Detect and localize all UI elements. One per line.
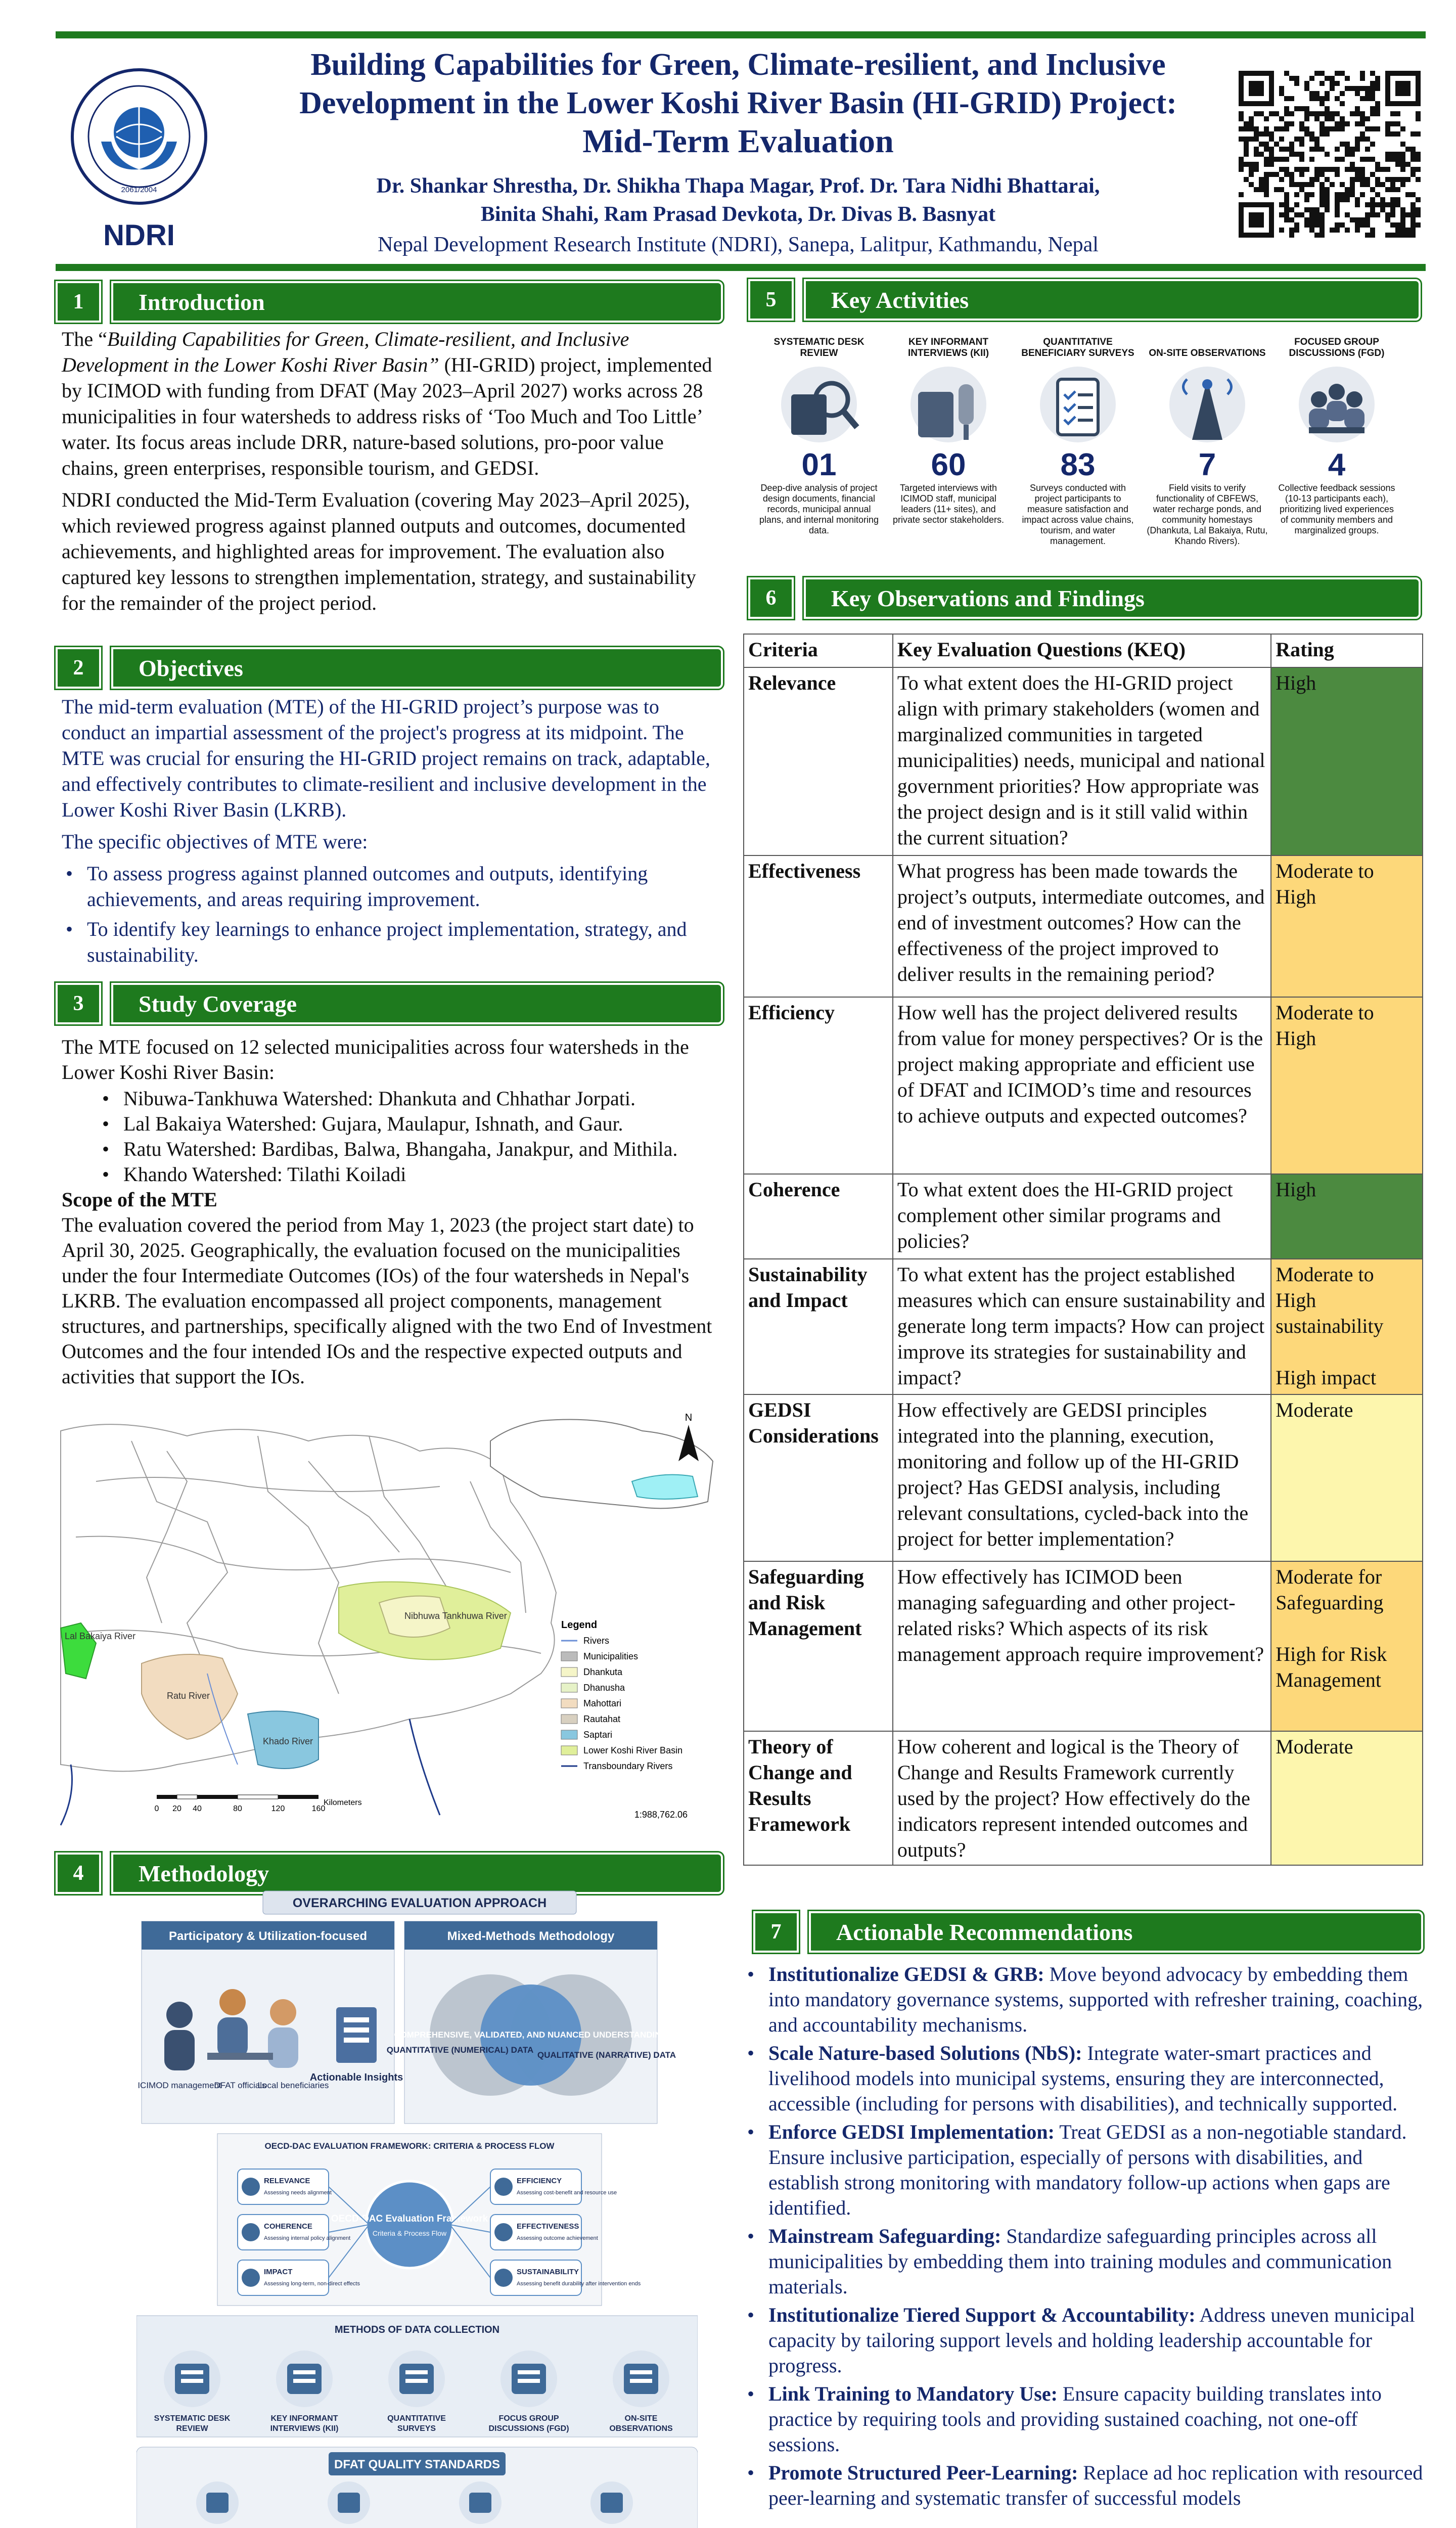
- introduction-paragraph-1: The “Building Capabilities for Green, Climate-resilient, and Inclusive Development in the Lower Koshi River Basin” (HI-GRID) project, implemented by ICIMOD with funding from DFAT (May 2023–April 2027) works across 28 municipalities in four watersheds to address risks of ‘Too Much and Too Little’ water. Its focus areas include DRR, nature-based solutions, pro-poor value chains, green enterprises, responsible tourism, and GEDSI.: [62, 328, 712, 479]
- activity-title: ON-SITE OBSERVATIONS: [1149, 348, 1266, 358]
- svg-text:Rivers: Rivers: [583, 1636, 610, 1646]
- svg-text:Transboundary Rivers: Transboundary Rivers: [583, 1761, 673, 1771]
- authors-line-1: Dr. Shankar Shrestha, Dr. Shikha Thapa Magar, Prof. Dr. Tara Nidhi Bhattarai,: [376, 174, 1100, 198]
- recommendation-text: Integrate water-smart practices and livelihood models into municipal systems, ensuring they are interconnected, accessible (including for persons with disabilities), and technically supported.: [768, 2042, 1398, 2115]
- map-label-lal-bakaiya: Lal Bakaiya River: [65, 1631, 136, 1641]
- svg-text:ICIMOD management: ICIMOD management: [138, 2081, 221, 2090]
- activity-count: 60: [931, 447, 966, 482]
- methodology-graphic: [136, 1886, 698, 2528]
- desk-review-icon: [771, 364, 867, 445]
- keq-cell: How well has the project delivered results from value for money perspectives? Or is the project making appropriate and efficient use of DFAT and ICIMOD’s time and resources to achieve outputs and expected outcomes?: [893, 997, 1271, 1174]
- activity-item: [1147, 324, 1268, 547]
- scale-tick: 120: [271, 1804, 285, 1813]
- recommendation-lead: Enforce GEDSI Implementation:: [768, 2120, 1055, 2143]
- activity-description: Collective feedback sessions (10-13 participants each), prioritizing lived experiences of community members and marginalized groups.: [1278, 483, 1395, 535]
- criteria-cell: Sustainability and Impact: [744, 1259, 893, 1394]
- legend-entry: [561, 1730, 612, 1740]
- ndri-logo: [66, 66, 212, 258]
- svg-text:2061/2004: 2061/2004: [121, 186, 157, 194]
- table-row: [744, 1731, 1423, 1865]
- section-title: Methodology: [111, 1853, 723, 1894]
- map-label-ratu: Ratu River: [167, 1691, 210, 1701]
- svg-text:Rautahat: Rautahat: [583, 1714, 621, 1724]
- legend-entry: [561, 1761, 672, 1771]
- actionable-insights-icon: [336, 2007, 377, 2063]
- section-number: 1: [56, 281, 101, 323]
- recommendation-lead: Mainstream Safeguarding:: [768, 2225, 1002, 2247]
- criteria-cell: Safeguarding and Risk Management: [744, 1561, 893, 1731]
- title-line-2: Development in the Lower Koshi River Basin (HI-GRID) Project:: [299, 86, 1177, 120]
- rating-value: High: [1276, 1178, 1316, 1201]
- legend-entry: [561, 1667, 623, 1677]
- svg-text:Actionable Insights: Actionable Insights: [309, 2072, 403, 2083]
- rating-value: High: [1276, 671, 1316, 694]
- recommendation-text: Standardize safeguarding principles across all municipalities by embedding them into training modules and communication materials.: [768, 2225, 1392, 2298]
- table-row: [744, 1394, 1423, 1561]
- list-item: [743, 2224, 1423, 2299]
- svg-text:Assessing needs alignment: Assessing needs alignment: [264, 2190, 332, 2196]
- rating-value: Moderate for Safeguarding: [1276, 1565, 1384, 1614]
- section-number: 4: [56, 1853, 101, 1894]
- recommendation-text: Ensure capacity building translates into practice by requiring tools and providing sustained coaching, not one-off sessions.: [768, 2382, 1382, 2456]
- section-introduction-header: [56, 281, 723, 323]
- recommendation-lead: Institutionalize GEDSI & GRB:: [768, 1963, 1044, 1985]
- criteria-cell: GEDSI Considerations: [744, 1394, 893, 1561]
- recommendation-text: Address uneven municipal capacity by tailoring support levels and holding leadership accountable for progress.: [768, 2304, 1415, 2377]
- section-number: 7: [753, 1911, 799, 1953]
- svg-text:SURVEYS: SURVEYS: [397, 2424, 436, 2433]
- scale-unit: Kilometers: [324, 1798, 362, 1807]
- svg-text:QUANTITATIVE (NUMERICAL) DATA: QUANTITATIVE (NUMERICAL) DATA: [386, 2045, 534, 2055]
- list-item: [743, 2041, 1423, 2116]
- methods-title: METHODS OF DATA COLLECTION: [334, 2324, 500, 2335]
- svg-text:Assessing internal policy alig: Assessing internal policy alignment: [264, 2235, 351, 2241]
- list-item: [743, 2460, 1423, 2511]
- recommendation-lead: Scale Nature-based Solutions (NbS):: [768, 2042, 1082, 2064]
- section-number: 2: [56, 647, 101, 689]
- column-header-rating: Rating: [1271, 634, 1423, 667]
- map-scale-bar: [155, 1795, 362, 1813]
- section-number: 5: [748, 279, 794, 321]
- svg-text:SUSTAINABILITY: SUSTAINABILITY: [517, 2268, 579, 2276]
- rating-cell: [1271, 855, 1423, 997]
- svg-text:Lower Koshi River Basin: Lower Koshi River Basin: [583, 1745, 683, 1755]
- watershed-list: [62, 1086, 724, 1187]
- rating-cell: [1271, 997, 1423, 1174]
- study-area-map: [56, 1411, 723, 1845]
- participatory-panel-title: Participatory & Utilization-focused: [168, 1929, 368, 1943]
- map-label-nibhuwa: Nibhuwa Tankhuwa River: [404, 1611, 507, 1621]
- keq-cell: To what extent does the HI-GRID project complement other similar programs and policies?: [893, 1174, 1271, 1259]
- svg-text:Assessing long-term, non-direc: Assessing long-term, non-direct effects: [264, 2281, 360, 2287]
- rating-cell: [1271, 667, 1423, 855]
- list-item: • To assess progress against planned outcomes and outputs, identifying achievements, and areas requiring improvement.: [62, 861, 724, 912]
- rating-cell: [1271, 1561, 1423, 1731]
- criteria-cell: Coherence: [744, 1174, 893, 1259]
- list-item: • Ratu Watershed: Bardibas, Balwa, Bhangaha, Janakpur, and Mithila.: [98, 1137, 724, 1162]
- legend-entry: [561, 1714, 620, 1724]
- list-item: [743, 1962, 1423, 2038]
- section-title: Key Observations and Findings: [804, 577, 1421, 619]
- findings-table: [743, 634, 1423, 1866]
- svg-text:Legend: Legend: [561, 1619, 598, 1631]
- keq-cell: To what extent has the project established measures which can ensure sustainability and generate long term impacts? How can project improve its strategies for sustainability and impact?: [893, 1259, 1271, 1394]
- keq-cell: How effectively are GEDSI principles integrated into the planning, execution, monitoring and follow up of the HI-GRID project? Has GEDSI analysis, including relevant consultations, cycled-back into the project for better implementation?: [893, 1394, 1271, 1561]
- criteria-cell: Theory of Change and Results Framework: [744, 1731, 893, 1865]
- svg-text:IMPACT: IMPACT: [264, 2268, 293, 2276]
- svg-text:Dhankuta: Dhankuta: [583, 1667, 623, 1677]
- keq-cell: How coherent and logical is the Theory of Change and Results Framework currently used by the project? How effectively do the indicators represent intended outcomes and outputs?: [893, 1731, 1271, 1865]
- svg-text:Municipalities: Municipalities: [583, 1651, 639, 1661]
- map-legend: [561, 1619, 682, 1771]
- qr-code: [1239, 71, 1421, 238]
- svg-text:COHERENCE: COHERENCE: [264, 2222, 312, 2231]
- section-title: Objectives: [111, 647, 723, 689]
- dfat-standards-title: DFAT QUALITY STANDARDS: [334, 2458, 500, 2471]
- rating-value: Moderate: [1276, 1735, 1353, 1758]
- activity-count: 4: [1328, 447, 1346, 482]
- title-line-3: Mid-Term Evaluation: [582, 123, 894, 160]
- list-item: [743, 2119, 1423, 2221]
- scope-text: The evaluation covered the period from May 1, 2023 (the project start date) to April 30, 2025. Geographically, the evaluation focused on the municipalities under the four Intermediate Outcomes (IOs) of the four watersheds in Nepal's LKRB. The evaluation encompassed all project components, management structures, and partnerships, specifically aligned with the two End of Investment Outcomes and the four intended IOs and the respective expected outputs and activities that support the IOs.: [62, 1213, 712, 1388]
- list-item: [743, 2303, 1423, 2378]
- scale-tick: 80: [233, 1804, 242, 1813]
- recommendation-lead: Promote Structured Peer-Learning:: [768, 2461, 1078, 2484]
- objectives-paragraph-2: The specific objectives of MTE were:: [62, 830, 368, 853]
- svg-text:RELEVANCE: RELEVANCE: [264, 2177, 310, 2185]
- svg-text:Assessing benefit durability a: Assessing benefit durability after intervention ends: [517, 2281, 641, 2287]
- coverage-text: [62, 1034, 724, 1395]
- methodology-banner: OVERARCHING EVALUATION APPROACH: [292, 1896, 547, 1910]
- rating-value: Moderate to High: [1276, 1001, 1374, 1050]
- column-header-keq: Key Evaluation Questions (KEQ): [893, 634, 1271, 667]
- rating-cell: [1271, 1259, 1423, 1394]
- svg-text:KEY INFORMANT: KEY INFORMANT: [270, 2414, 338, 2423]
- svg-text:FOCUS GROUP: FOCUS GROUP: [498, 2414, 559, 2423]
- svg-text:ON-SITE: ON-SITE: [624, 2414, 658, 2423]
- svg-text:Local beneficiaries: Local beneficiaries: [257, 2081, 329, 2090]
- section-title: Introduction: [111, 281, 723, 323]
- table-row: [744, 997, 1423, 1174]
- svg-text:COMPREHENSIVE, VALIDATED, AND: COMPREHENSIVE, VALIDATED, AND NUANCED UNDERSTANDING: [394, 2030, 668, 2040]
- svg-text:Assessing cost-benefit and res: Assessing cost-benefit and resource use: [517, 2190, 617, 2196]
- activity-title: QUANTITATIVE BENEFICIARY SURVEYS: [1021, 337, 1134, 358]
- introduction-paragraph-2: NDRI conducted the Mid-Term Evaluation (covering May 2023–April 2025), which reviewed progress against planned outputs and outcomes, documented achievements, and highlighted areas for improvement. The evaluation also captured key lessons to strengthen implementation, strategy, and sustainability for the remainder of the project period.: [62, 488, 696, 614]
- section-coverage-header: [56, 983, 723, 1024]
- rating-value-secondary: High for Risk Management: [1276, 1643, 1387, 1691]
- svg-text:OBSERVATIONS: OBSERVATIONS: [609, 2424, 673, 2433]
- activity-description: Field visits to verify functionality of CBFEWS, water recharge ponds, and community homestays (Dhankuta, Lal Bakaiya, Rutu, Khando Rivers).: [1147, 483, 1268, 546]
- scale-tick: 40: [193, 1804, 202, 1813]
- table-row: [744, 1174, 1423, 1259]
- list-item: [743, 2381, 1423, 2457]
- criteria-cell: Efficiency: [744, 997, 893, 1174]
- scope-title: Scope of the MTE: [62, 1188, 217, 1211]
- map-label-khado: Khado River: [263, 1736, 313, 1746]
- rating-value: Moderate to High: [1276, 860, 1374, 908]
- recommendation-text: Move beyond advocacy by embedding them into mandatory governance systems, supported with refresher training, coaching, and accountability mechanisms.: [768, 1963, 1423, 2036]
- poster-title: [258, 46, 1218, 161]
- keq-cell: To what extent does the HI-GRID project align with primary stakeholders (women and marginalized communities in targeted municipalities) needs, municipal and national government priorities? How appropriate was the project design and is it still valid within the current situation?: [893, 667, 1271, 855]
- scale-tick: 20: [172, 1804, 181, 1813]
- column-header-criteria: Criteria: [744, 634, 893, 667]
- mixed-methods-panel-title: Mixed-Methods Methodology: [447, 1929, 615, 1943]
- scale-tick: 0: [154, 1804, 159, 1813]
- observation-icon: [1159, 364, 1255, 445]
- svg-text:EFFICIENCY: EFFICIENCY: [517, 2177, 562, 2185]
- oecd-framework-title: OECD-DAC EVALUATION FRAMEWORK: CRITERIA & PROCESS FLOW: [264, 2141, 555, 2151]
- introduction-text: [62, 326, 724, 622]
- svg-text:QUALITATIVE (NARRATIVE) DATA: QUALITATIVE (NARRATIVE) DATA: [537, 2050, 676, 2060]
- table-row: [744, 1259, 1423, 1394]
- table-row: [744, 667, 1423, 855]
- map-scale-ratio: 1:988,762.06: [634, 1810, 688, 1820]
- poster-institution: Nepal Development Research Institute (NDRI), Sanepa, Lalitpur, Kathmandu, Nepal: [378, 233, 1099, 256]
- objectives-paragraph-1: The mid-term evaluation (MTE) of the HI-GRID project’s purpose was to conduct an impartial assessment of the project's progress at its midpoint. The MTE was crucial for ensuring the HI-GRID project remains on track, adaptable, and effectively contributes to climate-resilient and inclusive development in the Lower Koshi River Basin (LKRB).: [62, 695, 710, 821]
- svg-text:DISCUSSIONS (FGD): DISCUSSIONS (FGD): [488, 2424, 569, 2433]
- list-item: • To identify key learnings to enhance project implementation, strategy, and sustainability.: [62, 916, 724, 968]
- svg-text:QUANTITATIVE: QUANTITATIVE: [387, 2414, 446, 2423]
- section-activities-header: [748, 279, 1421, 321]
- scale-tick: 160: [311, 1804, 326, 1813]
- activity-item: [1017, 324, 1139, 547]
- legend-entry: [561, 1698, 621, 1708]
- recommendation-text: Treat GEDSI as a non-negotiable standard. Ensure inclusive participation, especially of persons with disabilities, and establish strong monitoring with mandatory follow-up actions when gaps are identified.: [768, 2120, 1407, 2219]
- rating-value: Moderate to High sustainability: [1276, 1263, 1384, 1337]
- svg-text:Dhanusha: Dhanusha: [583, 1683, 625, 1693]
- table-header-row: [744, 634, 1423, 667]
- objectives-list: [62, 861, 724, 968]
- activity-description: Targeted interviews with ICIMOD staff, municipal leaders (11+ sites), and private sector stakeholders.: [892, 483, 1005, 525]
- activity-title: SYSTEMATIC DESK REVIEW: [774, 337, 864, 358]
- keq-cell: What progress has been made towards the project’s outputs, intermediate outcomes, and end of investment outcomes? How can the effectiveness of the project improved to deliver results in the remaining period?: [893, 855, 1271, 997]
- svg-text:REVIEW: REVIEW: [176, 2424, 208, 2433]
- section-number: 6: [748, 577, 794, 619]
- svg-text:Saptari: Saptari: [583, 1730, 613, 1740]
- data-collection-method: [387, 2351, 446, 2433]
- poster-authors: [258, 172, 1218, 229]
- activity-count: 7: [1198, 447, 1216, 482]
- recommendation-text: Replace ad hoc replication with resourced peer-learning and systematic transfer of successful models: [768, 2461, 1423, 2509]
- activity-item: [888, 324, 1009, 525]
- activity-item: [758, 324, 880, 536]
- fgd-icon: [1289, 364, 1385, 445]
- table-row: [744, 1561, 1423, 1731]
- activity-description: Surveys conducted with project participants to measure satisfaction and impact across value chains, tourism, and water management.: [1022, 483, 1134, 546]
- rating-cell: [1271, 1174, 1423, 1259]
- svg-text:EFFECTIVENESS: EFFECTIVENESS: [517, 2222, 579, 2231]
- header-rule: [56, 264, 1426, 271]
- list-item: • Khando Watershed: Tilathi Koiladi: [98, 1162, 724, 1187]
- rating-cell: [1271, 1731, 1423, 1865]
- section-findings-header: [748, 577, 1421, 619]
- svg-text:Assessing outcome achievement: Assessing outcome achievement: [517, 2235, 598, 2241]
- table-row: [744, 855, 1423, 997]
- list-item: • Lal Bakaiya Watershed: Gujara, Maulapur, Ishnath, and Gaur.: [98, 1111, 724, 1137]
- section-recommendations-header: [753, 1911, 1423, 1953]
- north-arrow-icon: [678, 1412, 699, 1461]
- objectives-text: [62, 694, 724, 972]
- svg-text:DFAT officials: DFAT officials: [214, 2081, 266, 2090]
- coverage-paragraph: The MTE focused on 12 selected municipalities across four watersheds in the Lower Koshi River Basin:: [62, 1035, 689, 1084]
- section-title: Key Activities: [804, 279, 1421, 321]
- rating-cell: [1271, 1394, 1423, 1561]
- section-title: Actionable Recommendations: [809, 1911, 1423, 1953]
- rating-value-secondary: High impact: [1276, 1366, 1377, 1389]
- section-objectives-header: [56, 647, 723, 689]
- section-number: 3: [56, 983, 101, 1024]
- activity-count: 01: [801, 447, 837, 482]
- legend-entry: [561, 1683, 625, 1693]
- legend-entry: [561, 1651, 638, 1661]
- criteria-cell: Relevance: [744, 667, 893, 855]
- activity-description: Deep-dive analysis of project design documents, financial records, municipal annual plans, and internal monitoring data.: [759, 483, 879, 535]
- authors-line-2: Binita Shahi, Ram Prasad Devkota, Dr. Divas B. Basnyat: [480, 203, 996, 226]
- legend-entry: [561, 1745, 682, 1755]
- legend-entry: [561, 1636, 609, 1646]
- activity-item: [1276, 324, 1397, 536]
- title-line-1: Building Capabilities for Green, Climate-resilient, and Inclusive: [310, 48, 1166, 82]
- activity-title: FOCUSED GROUP DISCUSSIONS (FGD): [1289, 337, 1385, 358]
- svg-text:NDRI: NDRI: [103, 219, 175, 252]
- activity-title: KEY INFORMANT INTERVIEWS (KII): [907, 337, 989, 358]
- interview-icon: [900, 364, 996, 445]
- recommendations-list: [743, 1962, 1423, 2514]
- criteria-cell: Effectiveness: [744, 855, 893, 997]
- activity-count: 83: [1060, 447, 1096, 482]
- section-title: Study Coverage: [111, 983, 723, 1024]
- svg-text:SYSTEMATIC DESK: SYSTEMATIC DESK: [154, 2414, 231, 2423]
- rating-value: Moderate: [1276, 1398, 1353, 1421]
- svg-text:Criteria & Process Flow: Criteria & Process Flow: [372, 2229, 447, 2237]
- oecd-center-label: OECD-DAC Evaluation Framework: [331, 2214, 488, 2224]
- recommendation-lead: Institutionalize Tiered Support & Accountability:: [768, 2304, 1196, 2326]
- recommendation-lead: Link Training to Mandatory Use:: [768, 2382, 1058, 2405]
- svg-text:INTERVIEWS (KII): INTERVIEWS (KII): [270, 2424, 339, 2433]
- svg-text:N: N: [685, 1412, 693, 1423]
- list-item: • Nibuwa-Tankhuwa Watershed: Dhankuta and Chhathar Jorpati.: [98, 1086, 724, 1111]
- survey-icon: [1030, 364, 1126, 445]
- keq-cell: How effectively has ICIMOD been managing safeguarding and other project-related risks? Which aspects of its risk management approach require improvement?: [893, 1561, 1271, 1731]
- svg-text:Mahottari: Mahottari: [583, 1698, 622, 1708]
- poster-header: [56, 30, 1426, 263]
